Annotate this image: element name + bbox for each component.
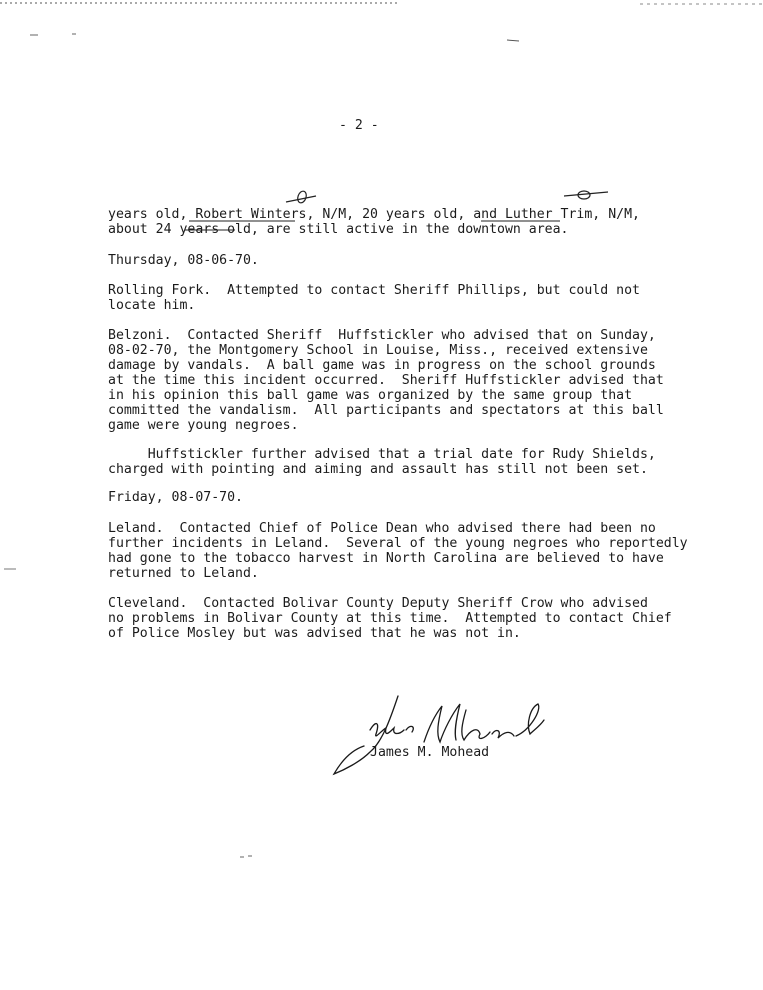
scan-speck xyxy=(0,565,20,573)
text-line: Huffstickler further advised that a trial date for Rudy Shields, xyxy=(108,447,656,462)
text-line: at the time this incident occurred. Sheriff Huffstickler advised that xyxy=(108,373,664,388)
text-line: game were young negroes. xyxy=(108,418,299,433)
paragraph-huffstickler xyxy=(108,447,668,477)
text-line: had gone to the tobacco harvest in North Carolina are believed to have xyxy=(108,551,664,566)
underline-marks xyxy=(185,220,635,238)
text-line: damage by vandals. A ball game was in progress on the school grounds xyxy=(108,358,656,373)
text-line: locate him. xyxy=(108,298,196,313)
scan-speck xyxy=(238,852,258,862)
text-line: returned to Leland. xyxy=(108,566,259,581)
handwritten-correction-mark xyxy=(282,186,322,208)
date-heading: Friday, 08-07-70. xyxy=(108,490,243,505)
paragraph-rolling-fork xyxy=(108,283,668,313)
handwritten-correction-mark xyxy=(562,186,612,206)
page-number: - 2 - xyxy=(339,118,379,133)
typed-signer-name: James M. Mohead xyxy=(370,745,490,760)
scan-top-edge xyxy=(0,0,763,8)
text-line: of Police Mosley but was advised that he was not in. xyxy=(108,626,521,641)
handwritten-signature xyxy=(330,690,560,780)
date-heading: Thursday, 08-06-70. xyxy=(108,253,259,268)
text-line: in his opinion this ball game was organized by the same group that xyxy=(108,388,633,403)
text-line: further incidents in Leland. Several of the young negroes who reportedly xyxy=(108,536,688,551)
text-line: 08-02-70, the Montgomery School in Louise, Miss., received extensive xyxy=(108,343,648,358)
text-line: Leland. Contacted Chief of Police Dean who advised there had been no xyxy=(108,521,656,536)
text-line: Rolling Fork. Attempted to contact Sheriff Phillips, but could not xyxy=(108,283,640,298)
text-line: about 24 years old, are still active in the downtown area. xyxy=(108,222,569,237)
text-line: no problems in Bolivar County at this time. Attempted to contact Chief xyxy=(108,611,672,626)
scan-speck xyxy=(28,30,88,40)
paragraph-leland xyxy=(108,521,688,581)
paragraph-belzoni xyxy=(108,328,668,433)
text-line: Belzoni. Contacted Sheriff Huffstickler who advised that on Sunday, xyxy=(108,328,656,343)
text-line: charged with pointing and aiming and assault has still not been set. xyxy=(108,462,648,477)
text-line: Cleveland. Contacted Bolivar County Deputy Sheriff Crow who advised xyxy=(108,596,648,611)
paragraph-cleveland xyxy=(108,596,672,641)
text-line: years old, Robert Winters, N/M, 20 years old, and Luther Trim, N/M, xyxy=(108,207,640,222)
text-line: committed the vandalism. All participants and spectators at this ball xyxy=(108,403,664,418)
scan-speck xyxy=(505,36,525,44)
